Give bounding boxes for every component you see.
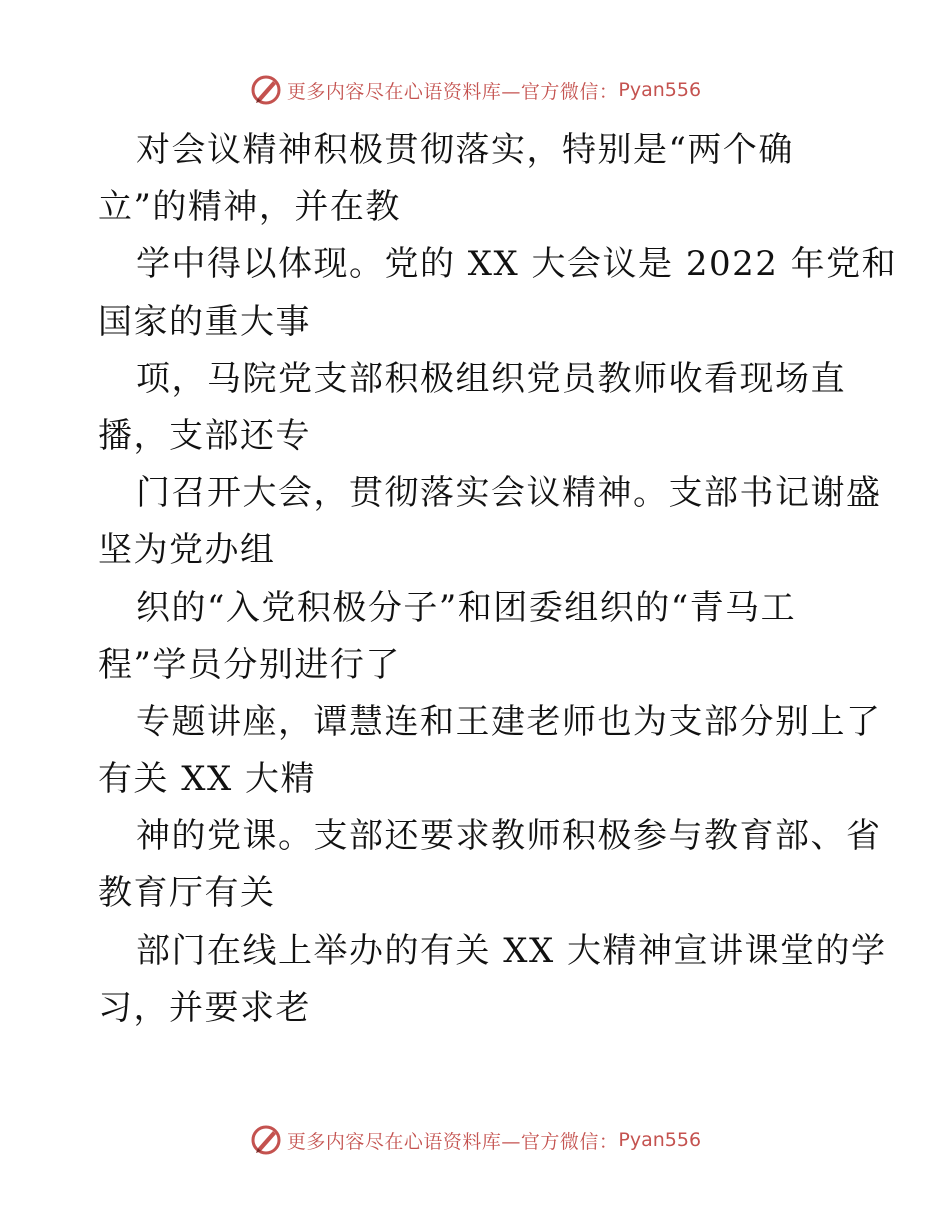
text-line: 专题讲座，谭慧连和王建老师也为支部分别上了	[136, 701, 882, 742]
pen-circle-logo-icon	[249, 73, 283, 107]
footer-banner	[0, 1120, 950, 1160]
text-line: 门召开大会，贯彻落实会议精神。支部书记谢盛	[136, 473, 882, 514]
text-line: 对会议精神积极贯彻落实，特别是“两个确	[136, 130, 794, 170]
text-line: 习，并要求老	[98, 987, 311, 1028]
header-banner-handle: Pyan556	[618, 79, 702, 101]
text-line: 播，支部还专	[98, 415, 311, 456]
footer-banner-handle: Pyan556	[618, 1129, 702, 1151]
text-line: 教育厅有关	[98, 873, 276, 914]
text-line: 织的“入党积极分子”和团委组织的“青马工	[136, 587, 797, 628]
text-line: 学中得以体现。党的 XX 大会议是 2022 年党和	[136, 244, 898, 285]
text-line: 项，马院党支部积极组织党员教师收看现场直	[136, 358, 846, 399]
text-line: 坚为党办组	[98, 530, 276, 571]
document-body	[98, 122, 898, 1037]
header-banner	[0, 70, 950, 110]
header-banner-text: 更多内容尽在心语资料库—官方微信：	[286, 80, 619, 103]
text-line: 部门在线上举办的有关 XX 大精神宣讲课堂的学	[136, 930, 887, 971]
text-line: 程”学员分别进行了	[98, 644, 401, 685]
text-line: 神的党课。支部还要求教师积极参与教育部、省	[136, 816, 882, 857]
text-line: 国家的重大事	[98, 301, 311, 342]
footer-banner-text: 更多内容尽在心语资料库—官方微信：	[286, 1130, 619, 1153]
text-line: 有关 XX 大精	[98, 759, 317, 800]
pen-circle-logo-icon	[249, 1123, 283, 1157]
text-line: 立”的精神，并在教	[98, 187, 401, 228]
